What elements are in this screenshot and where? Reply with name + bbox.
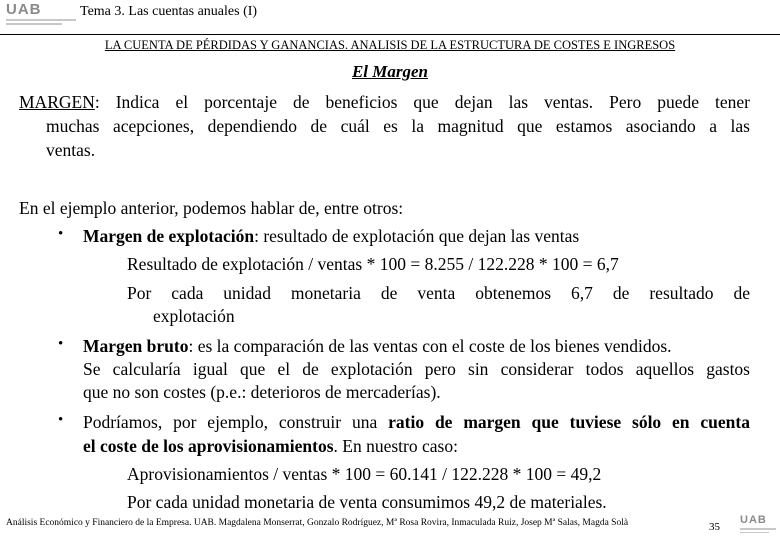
uab-logo-mark: UAB bbox=[6, 1, 42, 18]
bullet-3-text bbox=[83, 410, 750, 434]
bullet-3-formula: Aprovisionamientos / ventas * 100 = 60.141 / 122.228 * 100 = 49,2 bbox=[127, 464, 602, 484]
footer-uab-logo bbox=[740, 515, 776, 533]
bullet-1-bold: Margen de explotación bbox=[83, 226, 255, 246]
bullet-2-line3: que no son costes (p.e.: deterioros de mercaderías). bbox=[83, 382, 441, 402]
uab-logo-subtitle-lines bbox=[6, 19, 76, 25]
bullet-2-marker: • bbox=[58, 336, 64, 352]
bullet-3-rest2: . En nuestro caso: bbox=[333, 436, 458, 456]
page-number: 35 bbox=[709, 521, 720, 533]
slide-subtitle: El Margen bbox=[351, 62, 429, 81]
header-divider bbox=[0, 34, 780, 35]
bullet-3-lead: Podríamos, por ejemplo, construir una bbox=[83, 412, 389, 432]
margin-term: MARGEN bbox=[19, 92, 95, 112]
bullet-2-rest: : es la comparación de las ventas con el coste de los bienes vendidos. bbox=[188, 336, 672, 356]
bullet-2-bold: Margen bruto bbox=[83, 336, 189, 356]
footer-uab-logo-lines bbox=[740, 528, 776, 533]
bullet-2-text bbox=[83, 334, 672, 358]
bullet-2-line2: Se calcularía igual que el de explotación pero sin considerar todos aquellos gastos bbox=[83, 359, 750, 379]
footer-credits: Análisis Económico y Financiero de la Empresa. UAB. Magdalena Monserrat, Gonzalo Rodríguez, Mª Rosa Rovira, Inmaculada Ruiz, Josep Mª Salas, Magda Solà bbox=[6, 518, 629, 528]
bullet-3-note: Por cada unidad monetaria de venta consumimos 49,2 de materiales. bbox=[127, 492, 607, 512]
bullet-1-text bbox=[83, 224, 579, 248]
footer-uab-logo-mark: UAB bbox=[740, 514, 767, 526]
bullet-3-marker: • bbox=[58, 412, 64, 428]
margin-definition-line1 bbox=[19, 90, 750, 114]
section-title: LA CUENTA DE PÉRDIDAS Y GANANCIAS. ANALISIS DE LA ESTRUCTURA DE COSTES E INGRESOS bbox=[104, 38, 676, 52]
bullet-1-note-line1: Por cada unidad monetaria de venta obtenemos 6,7 de resultado de bbox=[127, 283, 750, 303]
uab-logo bbox=[6, 2, 76, 25]
intro-text: En el ejemplo anterior, podemos hablar de, entre otros: bbox=[19, 198, 404, 218]
bullet-1-marker: • bbox=[58, 226, 64, 242]
bullet-1-formula: Resultado de explotación / ventas * 100 = 8.255 / 122.228 * 100 = 6,7 bbox=[127, 254, 619, 274]
margin-definition-line3: ventas. bbox=[46, 140, 96, 160]
bullet-1-note-line2: explotación bbox=[153, 306, 235, 326]
margin-definition-rest: : Indica el porcentaje de beneficios que dejan las ventas. Pero puede tener bbox=[94, 92, 750, 112]
bullet-3-bold2: el coste de los aprovisionamientos bbox=[83, 436, 334, 456]
slide-header-title: Tema 3. Las cuentas anuales (I) bbox=[80, 4, 258, 19]
bullet-3-line2 bbox=[83, 434, 458, 458]
bullet-1-rest: : resultado de explotación que dejan las ventas bbox=[254, 226, 580, 246]
margin-definition-line2: muchas acepciones, dependiendo de cuál es la magnitud que estamos asociando a las bbox=[46, 116, 750, 136]
bullet-3-bold1: ratio de margen que tuviese sólo en cuenta bbox=[388, 412, 750, 432]
